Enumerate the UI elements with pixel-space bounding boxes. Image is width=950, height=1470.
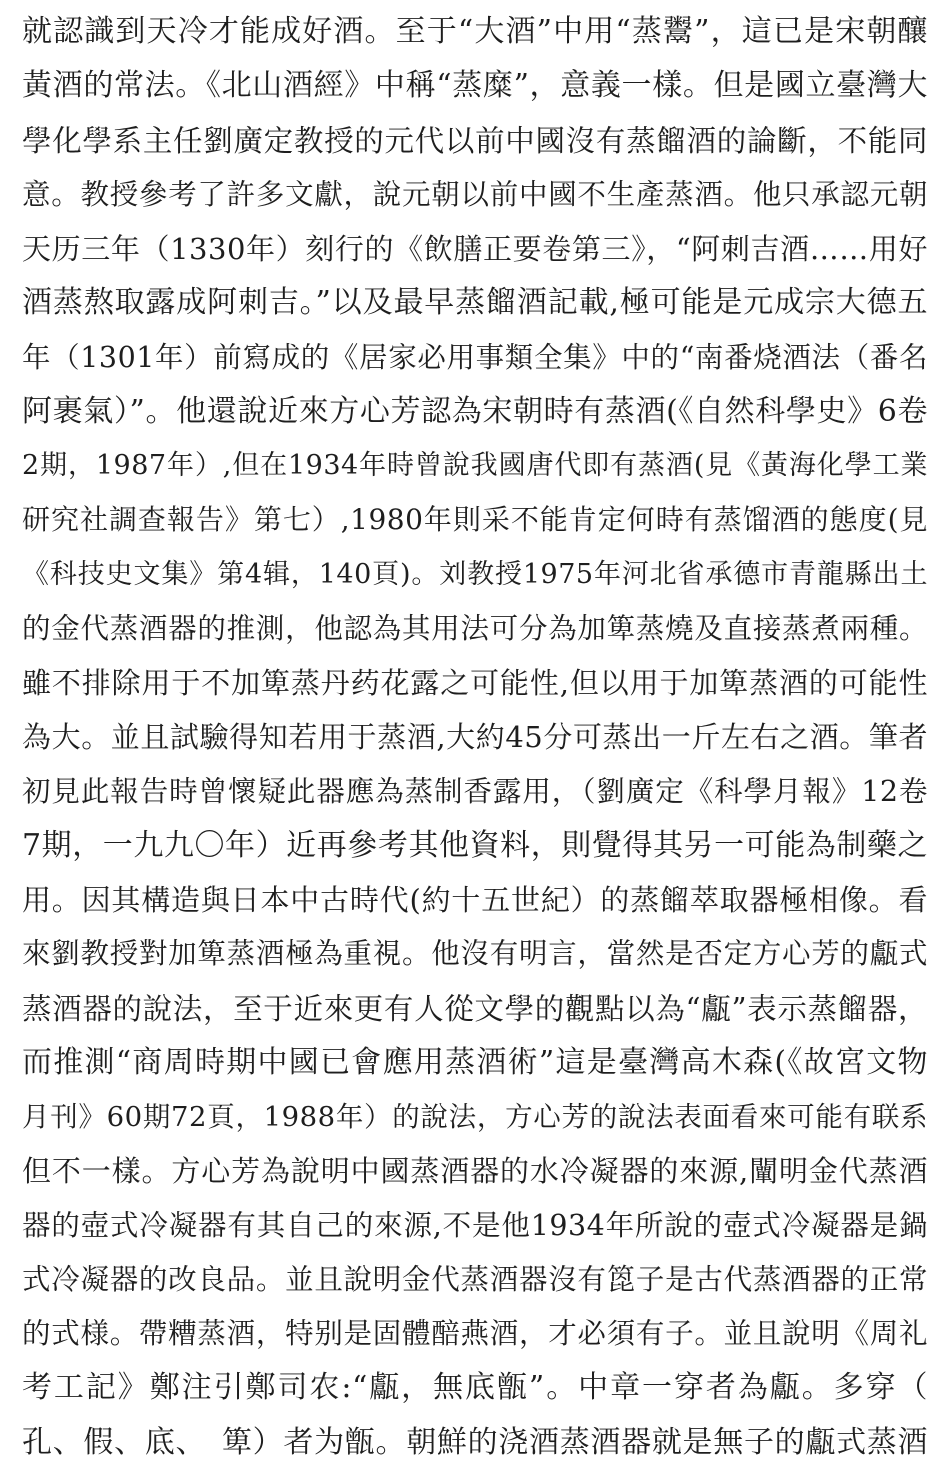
text-line: 的式様。帶糟蒸酒，特别是固體醅燕酒，才必須有子。並且說明《周礼 (22, 1317, 928, 1350)
text-line: 而推測“商周時期中國已會應用蒸酒術”這是臺灣高木森(《故宮文物 (22, 1044, 928, 1080)
text-line: 雖不排除用于不加箄蒸丹药花露之可能性,但以用于加箄蒸酒的可能性 (22, 666, 928, 700)
text-line: 月刊》60期72頁，1988年）的說法，方心芳的說法表面看來可能有联系 (22, 1101, 928, 1133)
text-line: 考工記》鄭注引鄭司农:“甗，無底甑”。中章一穿者為甗。多穿（ (22, 1370, 928, 1406)
text-line: 就認識到天冷才能成好酒。至于“大酒”中用“蒸鬻”，這已是宋朝釀 (22, 14, 928, 49)
text-line: 阿裹氣）”。他還說近來方心芳認為宋朝時有蒸酒(《自然科學史》6卷 (22, 393, 928, 429)
text-line: 但不一樣。方心芳為說明中國蒸酒器的水冷凝器的來源,闡明金代蒸酒 (22, 1154, 928, 1189)
text-line: 意。教授參考了許多文獻，說元朝以前中國不生產蒸酒。他只承認元朝 (22, 177, 928, 211)
text-line: 來劉教授對加箄蒸酒極為重視。他沒有明言，當然是否定方心芳的甗式 (22, 937, 928, 971)
body-text (22, 5, 928, 1470)
text-line: 用。因其構造與日本中古時代(約十五世紀）的蒸餾萃取器極相像。看 (22, 883, 928, 917)
text-line: 蒸酒器的說法，至于近來更有人從文學的觀點以為“甗”表示蒸餾器， (22, 991, 928, 1026)
text-line: 《科技史文集》第4辑，140頁)。刘教授1975年河北省承德市青龍縣出土 (22, 558, 928, 590)
text-line: 酒蒸熬取露成阿刺吉。”以及最早蒸餾酒記載,極可能是元成宗大德五 (22, 285, 928, 321)
text-line: 的金代蒸酒器的推測，他認為其用法可分為加箄蒸燒及直接蒸煮兩種。 (22, 611, 928, 645)
text-line: 2期，1987年）,但在1934年時曾說我國唐代即有蒸酒(見《黃海化學工業 (22, 450, 928, 481)
text-line: 7期，一九九〇年）近再參考其他資料，則覺得其另一可能為制藥之 (22, 827, 928, 863)
text-line: 年（1301年）前寫成的《居家必用事類全集》中的“南番烧酒法（番名 (22, 340, 928, 374)
text-line: 器的壺式冷凝器有其自己的來源,不是他1934年所說的壺式冷凝器是鍋 (22, 1208, 928, 1242)
text-line: 天历三年（1330年）刻行的《飲膳正要卷第三》，“阿刺吉酒……用好 (22, 232, 928, 266)
text-line: 初見此報告時曾懷疑此器應為蒸制香露用，（劉廣定《科學月報》12卷 (22, 774, 928, 808)
text-line: 學化學系主任劉廣定教授的元代以前中國沒有蒸餾酒的論斷，不能同 (22, 123, 928, 158)
text-line: 研究社調查報告》第七）,1980年則采不能肯定何時有蒸馏酒的態度(見 (22, 503, 928, 537)
text-line: 為大。並且試驗得知若用于蒸酒,大約45分可蒸出一斤左右之酒。筆者 (22, 720, 928, 755)
text-line: 孔、假、底、 箄）者为甑。朝鮮的浇酒蒸酒器就是無子的甗式蒸酒 (22, 1424, 928, 1460)
text-line: 黃酒的常法。《北山酒經》中稱“蒸糜”，意義一樣。但是國立臺灣大 (22, 68, 928, 104)
text-line: 式冷凝器的改良品。並且說明金代蒸酒器沒有箆子是古代蒸酒器的正常 (22, 1262, 928, 1296)
